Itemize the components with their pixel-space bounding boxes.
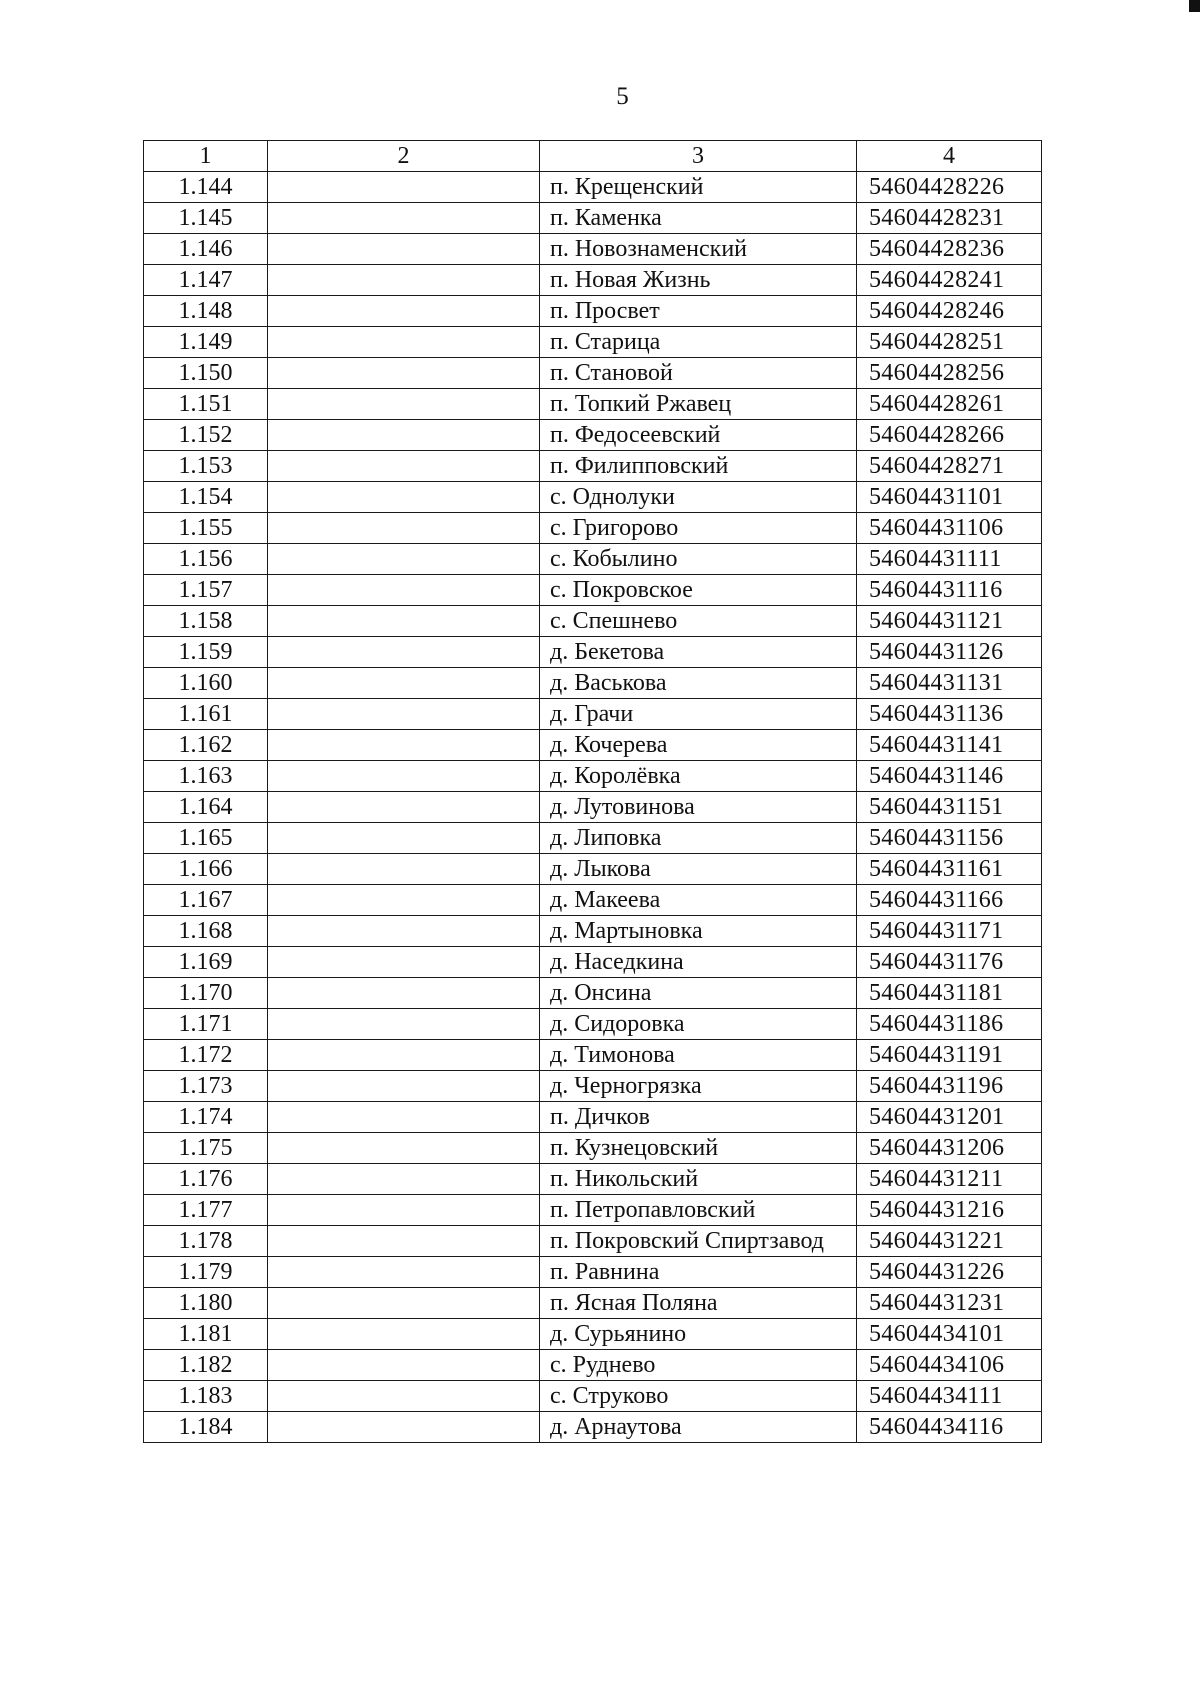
table-row <box>144 420 1042 451</box>
settlement-name: п. Петропавловский <box>540 1195 857 1226</box>
table-row <box>144 203 1042 234</box>
row-number: 1.183 <box>144 1381 268 1412</box>
settlement-name: д. Черногрязка <box>540 1071 857 1102</box>
row-column-2 <box>268 1226 540 1257</box>
settlement-name: с. Спешнево <box>540 606 857 637</box>
row-number: 1.179 <box>144 1257 268 1288</box>
settlement-name: д. Кочерева <box>540 730 857 761</box>
row-column-2 <box>268 1164 540 1195</box>
oktmo-code: 54604431136 <box>857 699 1042 730</box>
row-column-2 <box>268 1412 540 1443</box>
row-number: 1.144 <box>144 172 268 203</box>
row-number: 1.148 <box>144 296 268 327</box>
oktmo-code: 54604428246 <box>857 296 1042 327</box>
row-column-2 <box>268 544 540 575</box>
oktmo-code: 54604428236 <box>857 234 1042 265</box>
table-row <box>144 854 1042 885</box>
row-column-2 <box>268 1195 540 1226</box>
table-row <box>144 1257 1042 1288</box>
table-header-row <box>144 141 1042 172</box>
table-row <box>144 637 1042 668</box>
row-number: 1.177 <box>144 1195 268 1226</box>
oktmo-code: 54604431171 <box>857 916 1042 947</box>
table-row <box>144 265 1042 296</box>
settlement-name: п. Просвет <box>540 296 857 327</box>
row-column-2 <box>268 1102 540 1133</box>
row-number: 1.171 <box>144 1009 268 1040</box>
table-row <box>144 606 1042 637</box>
row-column-2 <box>268 606 540 637</box>
row-column-2 <box>268 420 540 451</box>
settlement-name: п. Филипповский <box>540 451 857 482</box>
table-row <box>144 1226 1042 1257</box>
table-row <box>144 978 1042 1009</box>
row-number: 1.181 <box>144 1319 268 1350</box>
table-row <box>144 761 1042 792</box>
oktmo-code: 54604431221 <box>857 1226 1042 1257</box>
settlement-name: д. Сидоровка <box>540 1009 857 1040</box>
row-column-2 <box>268 885 540 916</box>
scan-edge-mark <box>1189 0 1200 12</box>
table-row <box>144 172 1042 203</box>
row-number: 1.161 <box>144 699 268 730</box>
settlement-name: д. Наседкина <box>540 947 857 978</box>
table-row <box>144 513 1042 544</box>
oktmo-code: 54604428231 <box>857 203 1042 234</box>
oktmo-code: 54604431166 <box>857 885 1042 916</box>
row-column-2 <box>268 1319 540 1350</box>
row-number: 1.163 <box>144 761 268 792</box>
table-row <box>144 451 1042 482</box>
row-number: 1.151 <box>144 389 268 420</box>
row-number: 1.157 <box>144 575 268 606</box>
row-number: 1.147 <box>144 265 268 296</box>
settlement-name: д. Лутовинова <box>540 792 857 823</box>
row-number: 1.184 <box>144 1412 268 1443</box>
table-row <box>144 327 1042 358</box>
settlement-name: п. Покровский Спиртзавод <box>540 1226 857 1257</box>
table-row <box>144 1412 1042 1443</box>
settlement-name: д. Королёвка <box>540 761 857 792</box>
settlement-name: п. Крещенский <box>540 172 857 203</box>
row-number: 1.145 <box>144 203 268 234</box>
oktmo-code: 54604428241 <box>857 265 1042 296</box>
header-col-4: 4 <box>857 141 1042 172</box>
page-number: 5 <box>616 83 629 110</box>
oktmo-code: 54604428251 <box>857 327 1042 358</box>
settlement-name: д. Лыкова <box>540 854 857 885</box>
table-row <box>144 544 1042 575</box>
oktmo-code: 54604431116 <box>857 575 1042 606</box>
settlement-name: п. Ясная Поляна <box>540 1288 857 1319</box>
table-row <box>144 947 1042 978</box>
table-row <box>144 358 1042 389</box>
row-column-2 <box>268 761 540 792</box>
settlement-name: п. Равнина <box>540 1257 857 1288</box>
row-number: 1.164 <box>144 792 268 823</box>
oktmo-code: 54604428261 <box>857 389 1042 420</box>
oktmo-code: 54604431226 <box>857 1257 1042 1288</box>
oktmo-code: 54604428256 <box>857 358 1042 389</box>
oktmo-code: 54604431216 <box>857 1195 1042 1226</box>
table-row <box>144 1350 1042 1381</box>
row-column-2 <box>268 730 540 761</box>
row-column-2 <box>268 1009 540 1040</box>
oktmo-code: 54604431201 <box>857 1102 1042 1133</box>
row-column-2 <box>268 637 540 668</box>
settlement-name: с. Однолуки <box>540 482 857 513</box>
oktmo-code: 54604431181 <box>857 978 1042 1009</box>
row-column-2 <box>268 1071 540 1102</box>
oktmo-code: 54604431161 <box>857 854 1042 885</box>
oktmo-code: 54604434101 <box>857 1319 1042 1350</box>
header-col-3: 3 <box>540 141 857 172</box>
table-row <box>144 699 1042 730</box>
settlement-name: п. Никольский <box>540 1164 857 1195</box>
row-number: 1.153 <box>144 451 268 482</box>
oktmo-code: 54604431151 <box>857 792 1042 823</box>
row-column-2 <box>268 699 540 730</box>
settlement-name: с. Руднево <box>540 1350 857 1381</box>
oktmo-code: 54604431196 <box>857 1071 1042 1102</box>
oktmo-code: 54604434111 <box>857 1381 1042 1412</box>
settlement-name: д. Бекетова <box>540 637 857 668</box>
row-number: 1.160 <box>144 668 268 699</box>
row-number: 1.149 <box>144 327 268 358</box>
row-column-2 <box>268 265 540 296</box>
table-row <box>144 730 1042 761</box>
row-number: 1.159 <box>144 637 268 668</box>
row-number: 1.180 <box>144 1288 268 1319</box>
row-number: 1.182 <box>144 1350 268 1381</box>
row-column-2 <box>268 172 540 203</box>
row-column-2 <box>268 668 540 699</box>
row-number: 1.165 <box>144 823 268 854</box>
settlement-name: п. Топкий Ржавец <box>540 389 857 420</box>
row-number: 1.167 <box>144 885 268 916</box>
row-number: 1.178 <box>144 1226 268 1257</box>
oktmo-code: 54604428271 <box>857 451 1042 482</box>
row-column-2 <box>268 792 540 823</box>
table-row <box>144 1071 1042 1102</box>
row-column-2 <box>268 823 540 854</box>
oktmo-code: 54604431121 <box>857 606 1042 637</box>
settlement-name: д. Арнаутова <box>540 1412 857 1443</box>
row-number: 1.170 <box>144 978 268 1009</box>
row-column-2 <box>268 327 540 358</box>
row-column-2 <box>268 234 540 265</box>
row-number: 1.155 <box>144 513 268 544</box>
row-column-2 <box>268 1381 540 1412</box>
row-column-2 <box>268 1257 540 1288</box>
row-column-2 <box>268 203 540 234</box>
row-column-2 <box>268 389 540 420</box>
settlement-name: п. Становой <box>540 358 857 389</box>
table-row <box>144 1102 1042 1133</box>
oktmo-code: 54604428266 <box>857 420 1042 451</box>
table-row <box>144 823 1042 854</box>
row-column-2 <box>268 296 540 327</box>
row-number: 1.173 <box>144 1071 268 1102</box>
oktmo-code: 54604431231 <box>857 1288 1042 1319</box>
row-number: 1.152 <box>144 420 268 451</box>
row-number: 1.154 <box>144 482 268 513</box>
settlement-name: п. Новая Жизнь <box>540 265 857 296</box>
table-row <box>144 1288 1042 1319</box>
row-number: 1.166 <box>144 854 268 885</box>
row-number: 1.162 <box>144 730 268 761</box>
row-number: 1.150 <box>144 358 268 389</box>
row-column-2 <box>268 451 540 482</box>
settlement-name: п. Каменка <box>540 203 857 234</box>
settlement-name: д. Васькова <box>540 668 857 699</box>
row-column-2 <box>268 978 540 1009</box>
row-column-2 <box>268 482 540 513</box>
settlement-name: с. Покровское <box>540 575 857 606</box>
oktmo-code: 54604434116 <box>857 1412 1042 1443</box>
row-column-2 <box>268 358 540 389</box>
settlement-name: с. Григорово <box>540 513 857 544</box>
settlement-name: д. Липовка <box>540 823 857 854</box>
row-column-2 <box>268 916 540 947</box>
settlement-name: п. Старица <box>540 327 857 358</box>
table-row <box>144 1040 1042 1071</box>
table-row <box>144 1195 1042 1226</box>
settlement-name: п. Федосеевский <box>540 420 857 451</box>
settlement-name: д. Тимонова <box>540 1040 857 1071</box>
table-row <box>144 1381 1042 1412</box>
oktmo-code: 54604434106 <box>857 1350 1042 1381</box>
row-number: 1.169 <box>144 947 268 978</box>
oktmo-code: 54604431131 <box>857 668 1042 699</box>
table-row <box>144 1164 1042 1195</box>
oktmo-code: 54604431106 <box>857 513 1042 544</box>
oktmo-code: 54604431176 <box>857 947 1042 978</box>
settlement-name: д. Макеева <box>540 885 857 916</box>
table-row <box>144 1009 1042 1040</box>
row-number: 1.172 <box>144 1040 268 1071</box>
table-row <box>144 1133 1042 1164</box>
oktmo-code: 54604431126 <box>857 637 1042 668</box>
header-col-1: 1 <box>144 141 268 172</box>
row-column-2 <box>268 1040 540 1071</box>
table-row <box>144 792 1042 823</box>
table-row <box>144 1319 1042 1350</box>
oktmo-code: 54604431111 <box>857 544 1042 575</box>
table-row <box>144 234 1042 265</box>
row-number: 1.168 <box>144 916 268 947</box>
oktmo-code: 54604428226 <box>857 172 1042 203</box>
row-number: 1.158 <box>144 606 268 637</box>
table-row <box>144 389 1042 420</box>
table-row <box>144 296 1042 327</box>
row-number: 1.175 <box>144 1133 268 1164</box>
oktmo-code: 54604431186 <box>857 1009 1042 1040</box>
header-col-2: 2 <box>268 141 540 172</box>
settlement-name: д. Мартыновка <box>540 916 857 947</box>
table-body <box>144 172 1042 1443</box>
oktmo-code: 54604431141 <box>857 730 1042 761</box>
oktmo-code: 54604431156 <box>857 823 1042 854</box>
oktmo-code: 54604431211 <box>857 1164 1042 1195</box>
table-row <box>144 482 1042 513</box>
table-row <box>144 885 1042 916</box>
settlement-name: д. Сурьянино <box>540 1319 857 1350</box>
row-column-2 <box>268 1288 540 1319</box>
settlement-name: п. Кузнецовский <box>540 1133 857 1164</box>
row-column-2 <box>268 513 540 544</box>
settlement-name: с. Струково <box>540 1381 857 1412</box>
settlement-name: д. Онсина <box>540 978 857 1009</box>
row-number: 1.156 <box>144 544 268 575</box>
row-column-2 <box>268 1133 540 1164</box>
row-column-2 <box>268 947 540 978</box>
settlement-name: п. Дичков <box>540 1102 857 1133</box>
table-row <box>144 575 1042 606</box>
settlements-table <box>143 140 1042 1443</box>
oktmo-code: 54604431191 <box>857 1040 1042 1071</box>
table-row <box>144 668 1042 699</box>
row-column-2 <box>268 575 540 606</box>
oktmo-code: 54604431101 <box>857 482 1042 513</box>
table-row <box>144 916 1042 947</box>
settlement-name: п. Новознаменский <box>540 234 857 265</box>
row-number: 1.176 <box>144 1164 268 1195</box>
row-number: 1.174 <box>144 1102 268 1133</box>
row-number: 1.146 <box>144 234 268 265</box>
settlement-name: д. Грачи <box>540 699 857 730</box>
row-column-2 <box>268 854 540 885</box>
oktmo-code: 54604431206 <box>857 1133 1042 1164</box>
row-column-2 <box>268 1350 540 1381</box>
settlement-name: с. Кобылино <box>540 544 857 575</box>
oktmo-code: 54604431146 <box>857 761 1042 792</box>
